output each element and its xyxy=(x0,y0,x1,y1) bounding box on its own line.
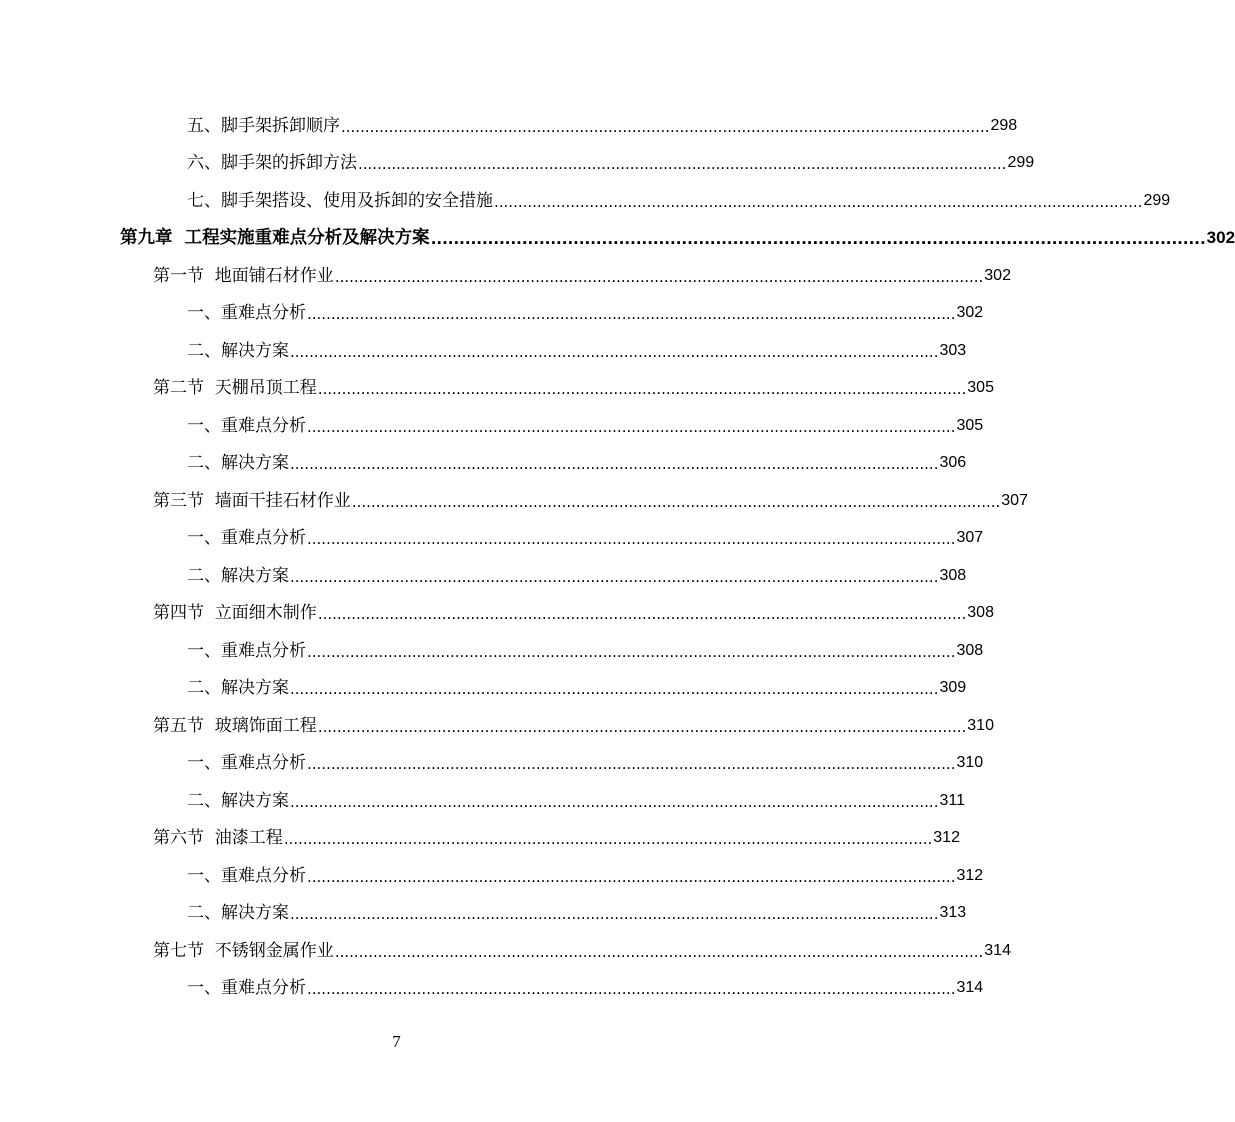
toc-dot-leader: ........................................................................................................................................ xyxy=(307,418,956,436)
toc-entry-label: 第二节 天棚吊顶工程 xyxy=(153,378,317,398)
toc-dot-leader: ........................................................................................................................................ xyxy=(290,793,939,811)
toc-entry-page: 298 xyxy=(990,117,1018,134)
toc-entry-page: 308 xyxy=(967,604,994,621)
toc-entry[interactable] xyxy=(187,331,967,361)
toc-entry-label: 二、解决方案 xyxy=(187,566,289,586)
toc-dot-leader: ........................................................................................................................................ xyxy=(358,155,1007,173)
toc-dot-leader: ........................................................................................................................................ xyxy=(290,343,939,361)
toc-dot-leader: ........................................................................................................................................ xyxy=(430,230,1206,248)
toc-entry[interactable] xyxy=(187,106,1018,136)
toc-entry-label: 第四节 立面细木制作 xyxy=(153,603,317,623)
toc-entry[interactable] xyxy=(187,443,967,473)
toc-entry-label: 一、重难点分析 xyxy=(187,753,306,773)
toc-entry[interactable] xyxy=(187,743,984,773)
toc-dot-leader: ........................................................................................................................................ xyxy=(494,193,1143,211)
toc-entry-page: 302 xyxy=(1206,228,1235,247)
toc-section-entry[interactable] xyxy=(153,593,994,623)
toc-entry-page: 299 xyxy=(1007,154,1035,171)
toc-entry-page: 305 xyxy=(967,379,994,396)
toc-entry-page: 314 xyxy=(984,942,1011,959)
toc-section-entry[interactable] xyxy=(153,481,1028,511)
toc-entry-page: 312 xyxy=(933,829,960,846)
toc-dot-leader: ........................................................................................................................................ xyxy=(341,118,990,136)
toc-entry[interactable] xyxy=(187,893,967,923)
toc-entry-label: 二、解决方案 xyxy=(187,791,289,811)
toc-entry-label: 七、脚手架搭设、使用及拆卸的安全措施 xyxy=(187,191,493,211)
toc-entry-label: 一、重难点分析 xyxy=(187,416,306,436)
toc-section-entry[interactable] xyxy=(153,931,1011,961)
toc-entry-label: 第一节 地面铺石材作业 xyxy=(153,266,334,286)
toc-entry-label: 第七节 不锈钢金属作业 xyxy=(153,941,334,961)
toc-dot-leader: ........................................................................................................................................ xyxy=(290,680,939,698)
toc-entry[interactable] xyxy=(187,406,984,436)
toc-entry-page: 310 xyxy=(956,754,984,771)
toc-entry-label: 六、脚手架的拆卸方法 xyxy=(187,153,357,173)
toc-dot-leader: ........................................................................................................................................ xyxy=(317,605,967,623)
toc-entry-label: 五、脚手架拆卸顺序 xyxy=(187,116,340,136)
toc-dot-leader: ........................................................................................................................................ xyxy=(307,755,956,773)
toc-entry[interactable] xyxy=(187,781,965,811)
page-number: 7 xyxy=(392,1032,401,1051)
toc-dot-leader: ........................................................................................................................................ xyxy=(307,980,956,998)
toc-entry-page: 302 xyxy=(956,304,984,321)
toc-dot-leader: ........................................................................................................................................ xyxy=(351,493,1001,511)
toc-entry[interactable] xyxy=(187,668,967,698)
toc-entry-page: 307 xyxy=(956,529,984,546)
toc-dot-leader: ........................................................................................................................................ xyxy=(317,380,967,398)
toc-section-entry[interactable] xyxy=(153,706,994,736)
toc-entry[interactable] xyxy=(187,143,1035,173)
toc-dot-leader: ........................................................................................................................................ xyxy=(283,830,933,848)
toc-dot-leader: ........................................................................................................................................ xyxy=(290,455,939,473)
toc-entry-page: 310 xyxy=(967,717,994,734)
toc-entry-label: 一、重难点分析 xyxy=(187,303,306,323)
toc-entry-page: 307 xyxy=(1001,492,1028,509)
toc-entry-label: 第六节 油漆工程 xyxy=(153,828,283,848)
toc-entry[interactable] xyxy=(187,556,967,586)
toc-entry-label: 二、解决方案 xyxy=(187,678,289,698)
toc-entry-label: 二、解决方案 xyxy=(187,341,289,361)
toc-entry-label: 一、重难点分析 xyxy=(187,978,306,998)
toc-entry-label: 第三节 墙面干挂石材作业 xyxy=(153,491,351,511)
toc-entry[interactable] xyxy=(187,856,984,886)
toc-entry-page: 306 xyxy=(939,454,967,471)
toc-dot-leader: ........................................................................................................................................ xyxy=(290,905,939,923)
toc-entry-label: 一、重难点分析 xyxy=(187,866,306,886)
toc-dot-leader: ........................................................................................................................................ xyxy=(307,643,956,661)
toc-entry-page: 309 xyxy=(939,679,967,696)
toc-chapter-entry[interactable] xyxy=(120,218,1235,248)
toc-entry-page: 313 xyxy=(939,904,967,921)
toc-entry-label: 一、重难点分析 xyxy=(187,641,306,661)
toc-section-entry[interactable] xyxy=(153,368,994,398)
toc-dot-leader: ........................................................................................................................................ xyxy=(290,568,939,586)
toc-entry-page: 308 xyxy=(939,567,967,584)
toc-entry-page: 299 xyxy=(1143,192,1171,209)
toc-entry-page: 308 xyxy=(956,642,984,659)
toc-entry-label: 第九章 工程实施重难点分析及解决方案 xyxy=(120,228,430,248)
toc-section-entry[interactable] xyxy=(153,256,1011,286)
toc-entry-page: 311 xyxy=(939,792,965,809)
toc-dot-leader: ........................................................................................................................................ xyxy=(307,530,956,548)
toc-dot-leader: ........................................................................................................................................ xyxy=(307,305,956,323)
toc-entry-label: 一、重难点分析 xyxy=(187,528,306,548)
toc-entry-page: 305 xyxy=(956,417,984,434)
toc-entry[interactable] xyxy=(187,631,984,661)
toc-entry-page: 303 xyxy=(939,342,967,359)
toc-entry[interactable] xyxy=(187,181,1171,211)
toc-dot-leader: ........................................................................................................................................ xyxy=(317,718,967,736)
toc-entry-label: 二、解决方案 xyxy=(187,903,289,923)
toc-entry-label: 第五节 玻璃饰面工程 xyxy=(153,716,317,736)
toc-entry-page: 314 xyxy=(956,979,984,996)
toc-dot-leader: ........................................................................................................................................ xyxy=(334,943,984,961)
toc-entry[interactable] xyxy=(187,293,984,323)
toc-entry[interactable] xyxy=(187,518,984,548)
toc-entry-label: 二、解决方案 xyxy=(187,453,289,473)
toc-entry[interactable] xyxy=(187,968,984,998)
toc-section-entry[interactable] xyxy=(153,818,960,848)
toc-entry-page: 302 xyxy=(984,267,1011,284)
toc-dot-leader: ........................................................................................................................................ xyxy=(334,268,984,286)
toc-dot-leader: ........................................................................................................................................ xyxy=(307,868,956,886)
toc-entry-page: 312 xyxy=(956,867,984,884)
